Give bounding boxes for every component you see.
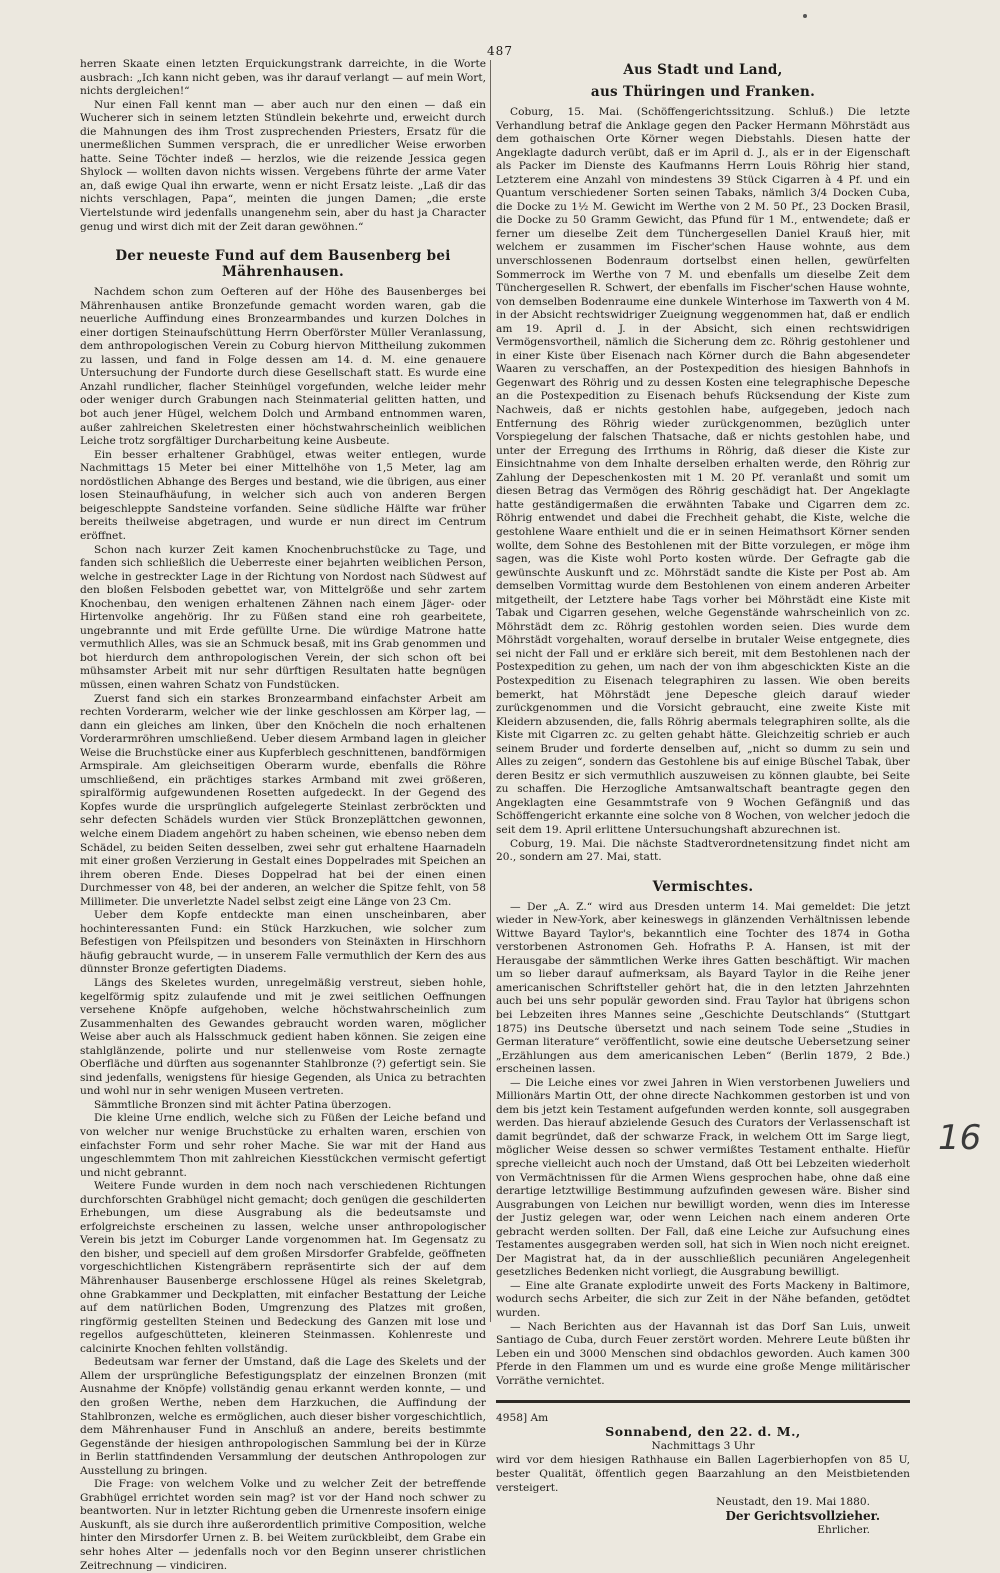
handwritten-number: 16 [938,1118,982,1158]
intro-paragraph-1: herren Skaate einen letzten Erquickungstrank darreichte, in die Worte ausbrach: „Ich kann nicht geben, was ihr darauf verlangt — auf mein Wort, nichts dergleichen!“ [80,58,486,98]
article-paragraph-7: Sämmtliche Bronzen sind mit ächter Patina überzogen. [94,1098,392,1111]
article-paragraph-3: Schon nach kurzer Zeit kamen Knochenbruchstücke zu Tage, und fanden sich schließlich die Ueberreste einer bejahrten weiblichen Person, welche in gestreckter Lage in der Richtung von Nordost nach Südwest auf den bloßen Felsboden gebettet war, von Mittelgröße und sehr zartem Knochenbau, den wenigen erhaltenen Zähnen nach einem Jäger- oder Hirtenvolke angehörig. Ihr zu Füßen stand eine roh gearbeitete, ungebrannte und mit Erde gefüllte Urne. Die würdige Matrone hatte vermuthlich Alles, was sie an Schmuck besaß, mit ins Grab genommen und bot hierdurch dem anthropologischen Verein, der sich schon oft bei mühsamster Arbeit mit nur sehr dürftigen Resultaten hatte begnügen müssen, einen wahren Schatz von Fundstücken. [80,543,486,691]
page-number: 487 [487,44,513,58]
ink-dot [803,14,807,18]
right-column [496,58,910,1537]
article-paragraph-10: Bedeutsam war ferner der Umstand, daß die Lage des Skelets und der Allem der ursprüngliche Befestigungsplatz der einzelnen Bronzen (mit Ausnahme der Knöpfe) vollständig genau erkannt werden konnte, — und den großen Werthe, neben dem Harzkuchen, die Auffindung der Stahlbronzen, welche es ermöglichen, auch dieser bisher vorgeschichtlich, dem Mährenhauser Fund in Anschluß an andere, bereits bestimmte Gegenstände der hiesigen anthropologischen Sammlung bei der in Kürze in Berlin stattfindenden Versammlung der deutschen Anthropologen zur Ausstellung zu bringen. [80,1356,486,1477]
notice-signature-title: Der Gerichtsvollzieher. [725,1509,880,1524]
section-title-line-2: aus Thüringen und Franken. [590,84,816,100]
article-paragraph-2: Ein besser erhaltener Grabhügel, etwas weiter entlegen, wurde Nachmittags 15 Meter bei einer Mittelhöhe von 1,5 Meter, lag am nordöstlichen Abhange des Berges und bestand, wie die übrigen, aus einer losen Steinaufhäufung, in welcher sich auch von anderen Bergen beigeschleppte Sandsteine vorfanden. Seine südliche Hälfte war früher bereits theilweise abgetragen, und wurde er nun direct im Centrum eröffnet. [80,448,486,542]
article-paragraph-9: Weitere Funde wurden in dem noch nach verschiedenen Richtungen durchforschten Grabhügel nicht gemacht; doch genügen die geschilderten Erhebungen, um diese Ausgrabung als die bedeutsamste und erfolgreichste erscheinen zu lassen, welche unser anthropologischer Verein bis jetzt im Coburger Lande vorgenommen hat. Im Gegensatz zu den bisher, und speciell auf dem großen Mirsdorfer Grabfelde, geöffneten vorgeschichtlichen Kistengräbern repräsentirte sich der auf dem Mährenhauser Bausenberge erschlossene Hügel als reines Skeletgrab, ohne Grabkammer und Deckplatten, mit einfacher Bestattung der Leiche auf dem natürlichen Boden, Umgrenzung des Platzes mit großen, ringförmig gestellten Steinen und Bedeckung des Ganzen mit lose und regellos aufgeschütteten, kleineren Steinmassen. Kohlenreste und calcinirte Knochen fehlten vollständig. [80,1180,486,1355]
notice-number: 4958] Am [496,1412,549,1425]
article-title: Der neueste Fund auf dem Bausenberg bei Mährenhausen. [115,248,451,281]
notice-signature-name: Ehrlicher. [817,1524,870,1537]
column-divider [490,60,491,1322]
misc-section-title: Vermischtes. [652,878,754,895]
article-paragraph-5: Ueber dem Kopfe entdeckte man einen unscheinbaren, aber hochinteressanten Fund: ein Stück Harzkuchen, wie solcher zum Befestigen von Pfeilspitzen und besonders von Steinäxten in Hirschhorn häufig gebraucht wurde, — in unserem Falle vermuthlich der Kern des aus dünnster Bronze gefertigten Diadems. [80,909,486,976]
article-paragraph-6: Längs des Skeletes wurden, unregelmäßig verstreut, sieben hohle, kegelförmig spitz zulaufende und mit je zwei seitlichen Oeffnungen versehene Knöpfe aufgehoben, welche höchstwahrscheinlich zum Zusammenhalten des Gewandes gebraucht worden waren, möglicher Weise aber auch als Halsschmuck gedient haben können. Sie zeigen eine stahlglänzende, polirte und nur stellenweise vom Roste zernagte Oberfläche und dürften aus sogenannter Stahlbronze (?) gefertigt sein. Sie sind jedenfalls, wenigstens für hiesige Gegenden, als Unica zu betrachten und wohl nur in sehr wenigen Museen vertreten. [80,977,486,1098]
misc-paragraph-1: — Der „A. Z.“ wird aus Dresden unterm 14. Mai gemeldet: Die jetzt wieder in New-York, aber keineswegs in glänzenden Verhältnissen lebende Wittwe Bayard Taylor's, bekanntlich eine Tochter des 1874 in Gotha verstorbenen Astronomen Geh. Hofraths P. A. Hansen, ist mit der Herausgabe der sämmtlichen Werke ihres Gatten beschäftigt. Wir machen um so lieber darauf aufmerksam, als Bayard Taylor in die Reihe jener americanischen Schriftsteller gehört hat, die in den letzten Jahrzehnten auch bei uns sehr populär geworden sind. Frau Taylor hat übrigens schon bei Lebzeiten ihres Mannes seine „Geschichte Deutschlands“ (Stuttgart 1875) ins Deutsche übersetzt und nach seinem Tode seine „Studies in German literature“ veröffentlicht, sowie eine deutsche Uebersetzung seiner „Erzählungen aus dem americanischen Leben“ (Berlin 1879, 2 Bde.) erscheinen lassen. [496,900,910,1076]
left-column [80,58,486,1573]
article-paragraph-1: Nachdem schon zum Oefteren auf der Höhe des Bausenberges bei Mährenhausen antike Bronzefunde gemacht worden waren, gab die neuerliche Auffindung eines Bronzearmbandes und kurzen Dolches in einer dortigen Steinaufschüttung Herrn Oberförster Müller Veranlassung, dem anthropologischen Verein zu Coburg hiervon Mittheilung zukommen zu lassen, und fand in Folge dessen am 14. d. M. eine genauere Untersuchung der Fundorte durch diese Gesellschaft statt. Es wurde eine Anzahl rundlicher, flacher Steinhügel vorgefunden, welche leider mehr oder weniger durch Grabungen nach Steinmaterial gelitten hatten, und bot auch jener Hügel, welchem Dolch und Armband entnommen waren, außer zahlreichen Skeletresten einer höchstwahrscheinlich weiblichen Leiche trotz sorgfältiger Durcharbeitung keine Ausbeute. [80,286,486,448]
auction-notice [496,1411,910,1537]
article-paragraph-8: Die kleine Urne endlich, welche sich zu Füßen der Leiche befand und von welcher nur wenige Bruchstücke zu erhalten waren, erschien von einfachster Form und sehr roher Mache. Sie war mit der Hand aus ungeschlemmtem Thon mit zahlreichen Kiesstückchen vermischt gefertigt und nicht gebrannt. [80,1112,486,1179]
notice-place-date: Neustadt, den 19. Mai 1880. [716,1496,870,1509]
article-paragraph-4: Zuerst fand sich ein starkes Bronzearmband einfachster Arbeit am rechten Vorderarm, welcher wie der linke geschlossen am Körper lag, — dann ein gleiches am linken, über den Knöcheln die noch erhaltenen Vorderarmröhren umschließend. Ueber diesem Armband lagen in gleicher Weise die Bruchstücke einer aus Kupferblech geschnittenen, bandförmigen Armspirale. Am gleichseitigen Oberarm wurde, ebenfalls die Röhre umschließend, ein prächtiges starkes Armband mit zwei größeren, spiralförmig aufgewundenen Rosetten aufgedeckt. In der Gegend des Kopfes wurde die ursprünglich aufgelegerte Steinlast zerbröckten und sehr defecten Schädels wurden vier Stück Bronzeplättchen gewonnen, welche einem Diadem angehört zu haben scheinen, wie ebenso neben dem Schädel, zu beiden Seiten desselben, zwei sehr gut erhaltene Haarnadeln mit einer großen Verzierung in Gestalt eines Doppelrades mit Speichen an ihrem oberen Ende. Dieses Doppelrad hat bei der einen einen Durchmesser von 48, bei der anderen, an welcher die Spitze fehlt, von 58 Millimeter. Die unverletzte Nadel selbst zeigt eine Länge von 23 Cm. [80,692,486,908]
notice-body: wird vor dem hiesigen Rathhause ein Ballen Lagerbierhopfen von 85 U, bester Qualität, öffentlich gegen Baarzahlung an den Meistbietenden versteigert. [496,1454,910,1495]
notice-date: Sonnabend, den 22. d. M., [605,1424,801,1440]
intro-paragraph-2: Nur einen Fall kennt man — aber auch nur den einen — daß ein Wucherer sich in seinem letzten Stündlein bekehrte und, erweicht durch die Mahnungen des ihm Trost zusprechenden Priesters, Ersatz für die unermeßlichen Summen versprach, die er unredlicher Weise erworben hatte. Seine Töchter indeß — herzlos, wie die reizende Jessica gegen Shylock — wollten davon nichts wissen. Vergebens führte der arme Vater an, daß ewige Qual ihn erwarte, wenn er nicht Ersatz leiste. „Laß dir das nichts verschlagen, Papa“, meinten die jungen Damen; „die erste Viertelstunde wird jedenfalls unangenehm sein, aber du hast ja Character genug und wirst dich mit der Zeit daran gewöhnen.“ [80,98,486,233]
misc-paragraph-3: — Eine alte Granate explodirte unweit des Forts Mackeny in Baltimore, wodurch sechs Arbeiter, die sich zur Zeit in der Nähe befanden, getödtet wurden. [496,1279,910,1320]
misc-paragraph-4: — Nach Berichten aus der Havannah ist das Dorf San Luis, unweit Santiago de Cuba, durch Feuer zerstört worden. Mehrere Leute büßten ihr Leben ein und 3000 Menschen sind obdachlos geworden. Auch kamen 300 Pferde in den Flammen um und es wurde eine große Menge militärischer Vorräthe vernichtet. [496,1320,910,1387]
notice-time: Nachmittags 3 Uhr [651,1440,755,1453]
section-title-line-1: Aus Stadt und Land, [623,62,783,78]
notice-rule [496,1400,910,1403]
news-paragraph-2: Coburg, 19. Mai. Die nächste Stadtverordnetensitzung findet nicht am 20., sondern am 27. Mai, statt. [496,837,910,864]
news-paragraph-1: Coburg, 15. Mai. (Schöffengerichtssitzung. Schluß.) Die letzte Verhandlung betraf die Anklage gegen den Packer Hermann Möhrstädt aus dem gothaischen Orte Körner wegen Diebstahls. Diesen hatte der Angeklagte dadurch verübt, daß er im April d. J., als er in der Eigenschaft als Packer im Dienste des Kaufmanns Herrn Louis Röhrig hier stand, Letzterem eine Anzahl von mindestens 39 Stück Cigarren à 4 Pf. und ein Quantum verschiedener Sorten seinen Tabaks, nämlich 3/4 Docken Cuba, die Docke zu 1½ M. Gewicht im Werthe von 2 M. 50 Pf., 23 Docken Brasil, die Docke zu 50 Gramm Gewicht, das Pfund für 1 M., entwendete; daß er ferner um dieselbe Zeit dem Tünchergesellen Daniel Krauß hier, mit welchem er zusammen im Fischer'schen Hause wohnte, aus dem unverschlossenen Bodenraum dortselbst einen hellen, gewürfelten Sommerrock im Werthe von 7 M. und ebenfalls um dieselbe Zeit dem Tünchergesellen R. Schwert, der ebenfalls im Fischer'schen Hause wohnte, von demselben Bodenraume eine dunkele Winterhose im Taxwerth von 4 M. in der Absicht rechtswidriger Zueignung weggenommen hat, daß er endlich am 19. April d. J. in der Absicht, sich einen rechtswidrigen Vermögensvortheil, nämlich die Sicherung dem zc. Röhrig gestohlener und in einer Kiste über Eisenach nach Körner durch die Bahn abgesendeter Waaren zu verschaffen, an der Postexpedition des hiesigen Bahnhofs in Gegenwart des Röhrig und zu dessen Kosten eine telegraphische Depesche an die Postexpedition zu Eisenach behufs Rücksendung der Kiste zum Nachweis, daß er nichts gestohlen habe, aufgegeben, jedoch nach Entfernung des Röhrig wieder zurückgenommen, bezüglich unter Vorspiegelung der falschen Thatsache, daß er nichts gestohlen habe, und unter der Erregung des Irrthums in Röhrig, daß dieser die Kiste zur Einsichtnahme von dem Inhalte derselben erhalten werde, den Röhrig zur Zahlung der Depeschenkosten mit 1 M. 20 Pf. veranlaßt und somit um diesen Betrag das Vermögen des Röhrig geschädigt hat. Der Angeklagte hatte geständigermaßen die erwähnten Tabake und Cigarren dem zc. Röhrig entwendet und dabei die Frechheit gehabt, die Kiste, welche die gestohlene Waare enthielt und die er in seinen Heimathsort Körner senden wollte, dem Sohne des Bestohlenen mit der Bitte vorzulegen, er möge ihm sagen, was die Kiste wohl Porto kosten würde. Der Gefragte gab die gewünschte Auskunft und zc. Möhrstädt sandte die Kiste per Post ab. Am demselben Vormittag wurde dem Bestohlenen von einem anderen Arbeiter mitgetheilt, der Letztere habe Tags vorher bei Möhrstädt eine Kiste mit Tabak und Cigarren gesehen, welche Gegenstände wahrscheinlich von zc. Möhrstädt dem zc. Röhrig gestohlen worden seien. Dies wurde dem Möhrstädt vorgehalten, worauf derselbe in brutaler Weise entgegnete, dies sei nicht der Fall und er erkläre sich bereit, mit dem Bestohlenen nach der Postexpedition zu gehen, um nach der von ihm abgeschickten Kiste an die Postexpedition zu Eisenach telegraphiren zu lassen. Wie oben bereits bemerkt, hat Möhrstädt jene Depesche gleich darauf wieder zurückgenommen und die Vorsicht gebraucht, eine zweite Kiste mit Kleidern abzusenden, die, falls Röhrig abermals telegraphiren sollte, als die Kiste mit Cigarren zc. zu gelten gehabt hätte. Gleichzeitig schrieb er auch seinem Bruder und forderte denselben auf, „nicht so dumm zu sein und Alles zu zeigen“, sondern das Gestohlene bis auf einige Büschel Tabak, über deren Besitz er sich vermuthlich auszuweisen zu können glaubte, bei Seite zu schaffen. Die Herzogliche Amtsanwaltschaft beantragte gegen den Angeklagten eine Gesammtstrafe von 9 Wochen Gefängniß und das Schöffengericht erkannte eine solche von 8 Wochen, von welcher jedoch die seit dem 19. April erlittene Untersuchungshaft abzurechnen ist. [496,106,910,836]
article-paragraph-11: Die Frage: von welchem Volke und zu welcher Zeit der betreffende Grabhügel errichtet worden sein mag? ist vor der Hand noch schwer zu beantworten. Nur in letzter Richtung geben die Urnenreste insofern einige Auskunft, als sie durch ihre außerordentlich primitive Composition, welche hinter den Mirsdorfer Urnen z. B. bei Weitem zurückbleibt, dem Grabe ein sehr hohes Alter — jedenfalls noch vor den Beginn unserer christlichen Zeitrechnung — vindiciren. [80,1478,486,1572]
misc-paragraph-2: — Die Leiche eines vor zwei Jahren in Wien verstorbenen Juweliers und Millionärs Martin Ott, der ohne directe Nachkommen gestorben ist und von dem bis jetzt kein Testament aufgefunden werden konnte, soll ausgegraben werden. Das hierauf abzielende Gesuch des Curators der Verlassenschaft ist damit begründet, daß der schwarze Frack, in welchem Ott im Sarge liegt, möglicher Weise dessen so schwer vermißtes Testament enthalte. Hiefür spreche vielleicht auch noch der Umstand, daß Ott bei Lebzeiten wiederholt von Vermächtnissen für die Armen Wiens gesprochen habe, ohne daß eine derartige letztwillige Bestimmung aufzufinden gewesen wäre. Bisher sind Ausgrabungen von Leichen nur bewilligt worden, wenn dies im Interesse der Justiz gelegen war, oder wenn Leichen nach einem anderen Orte gebracht werden sollten. Der Fall, daß eine Leiche zur Aufsuchung eines Testamentes ausgegraben werden soll, hat sich in Wien noch nicht ereignet. Der Magistrat hat, da in der ausschließlich pecuniären Angelegenheit gesetzliches Bedenken nicht vorliegt, die Ausgrabung bewilligt. [496,1076,910,1279]
